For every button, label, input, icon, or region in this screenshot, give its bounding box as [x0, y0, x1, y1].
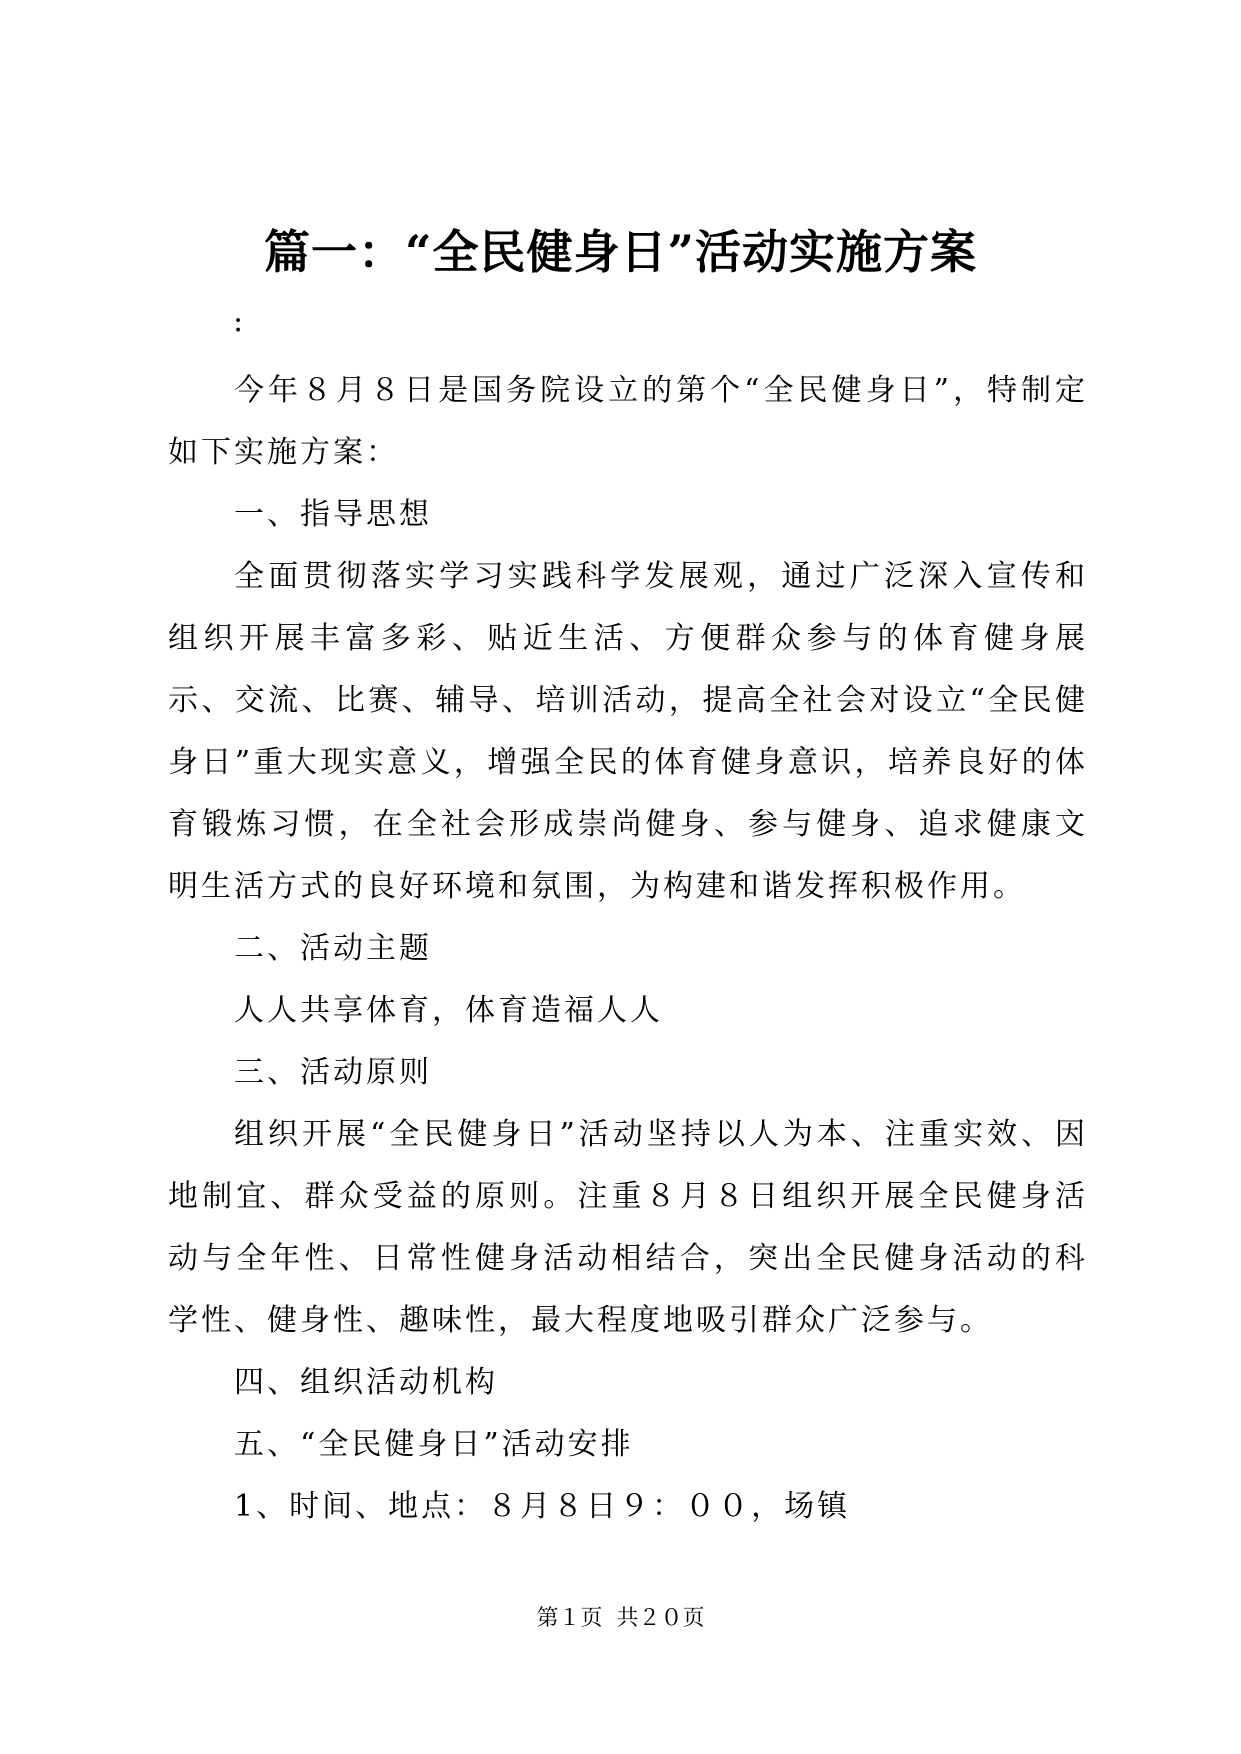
heading-activity-principles: 三、活动原则	[234, 1055, 432, 1090]
document-body	[168, 360, 1088, 1538]
page-footer: 第１页 共２０页	[536, 1606, 705, 1631]
paragraph-time-location: 1、时间、地点：８月８日９：００，场镇	[234, 1489, 851, 1524]
paragraph-intro: 今年８月８日是国务院设立的第个“全民健身日”，特制定如下实施方案：	[168, 373, 1088, 470]
subtitle-colon: :	[233, 304, 244, 339]
paragraph-activity-principles: 组织开展“全民健身日”活动坚持以人为本、注重实效、因地制宜、群众受益的原则。注重８月８日组织开展全民健身活动与全年性、日常性健身活动相结合，突出全民健身活动的科学性、健身性、趣味性，最大程度地吸引群众广泛参与。	[168, 1117, 1088, 1338]
heading-organizing-body: 四、组织活动机构	[234, 1365, 498, 1400]
paragraph-activity-theme: 人人共享体育，体育造福人人	[234, 993, 663, 1028]
heading-guiding-ideology: 一、指导思想	[234, 497, 432, 532]
heading-activity-arrangement: 五、“全民健身日”活动安排	[234, 1427, 634, 1462]
heading-activity-theme: 二、活动主题	[234, 931, 432, 966]
paragraph-guiding-ideology: 全面贯彻落实学习实践科学发展观，通过广泛深入宣传和组织开展丰富多彩、贴近生活、方便群众参与的体育健身展示、交流、比赛、辅导、培训活动，提高全社会对设立“全民健身日”重大现实意义，增强全民的体育健身意识，培养良好的体育锻炼习惯，在全社会形成崇尚健身、参与健身、追求健康文明生活方式的良好环境和氛围，为构建和谐发挥积极作用。	[168, 559, 1088, 904]
document-title: 篇一：“全民健身日”活动实施方案	[264, 225, 977, 279]
